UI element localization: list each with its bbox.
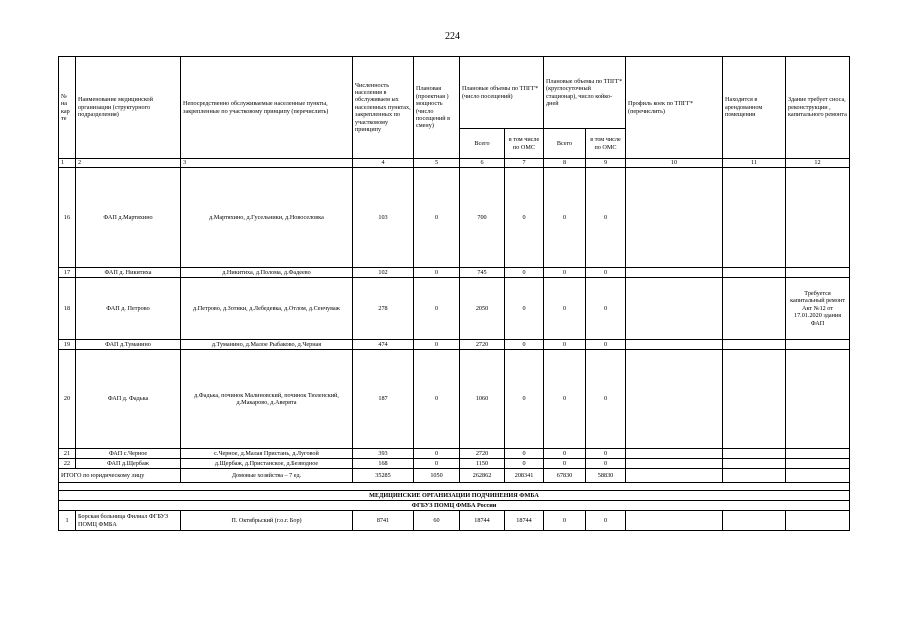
- visits-oms: 0: [505, 168, 544, 268]
- rented: [723, 459, 786, 469]
- visits-oms: 0: [505, 449, 544, 459]
- facilities-table: [58, 56, 850, 531]
- beds-oms: 0: [586, 459, 626, 469]
- header-population: Численность населения в обслуживаем ых населенных пунктах, закрепленных по участковому принципу: [353, 57, 414, 159]
- org-name: ФАП д.Щербаж: [76, 459, 181, 469]
- table-row: [59, 168, 850, 268]
- total-places: Домовые хозяйства – 7 ед.: [181, 469, 353, 483]
- header-rented: Находится в арендованном помещении: [723, 57, 786, 159]
- visits-total: 745: [460, 268, 505, 278]
- table-row: [59, 449, 850, 459]
- visits-oms: 0: [505, 350, 544, 449]
- table-row: [59, 278, 850, 340]
- col-number: 7: [505, 159, 544, 168]
- table-row: [59, 511, 850, 531]
- spacer-row: [59, 483, 850, 491]
- places: д.Фадька, починок Малиновский, починок Тюленский, д.Макарово, д.Аверята: [181, 350, 353, 449]
- org-name: Борская больница Филиал ФГБУЗ ПОМЦ ФМБА: [76, 511, 181, 531]
- col-number: 8: [544, 159, 586, 168]
- header-beds: Плановые объемы по ТПГГ* (круглосуточный стационар), число койко-дней: [544, 57, 626, 129]
- bed-profile: [626, 511, 723, 531]
- col-number: 6: [460, 159, 505, 168]
- subsection-title-row: [59, 501, 850, 511]
- row-number: 19: [59, 340, 76, 350]
- rented: [723, 449, 786, 459]
- population: 187: [353, 350, 414, 449]
- col-number: 4: [353, 159, 414, 168]
- visits-total: 700: [460, 168, 505, 268]
- beds-total: 0: [544, 340, 586, 350]
- repair-note: [786, 350, 850, 449]
- visits-oms: 0: [505, 278, 544, 340]
- bed-profile: [626, 449, 723, 459]
- header-visits-oms: в том числе по ОМС: [505, 129, 544, 159]
- column-numbers-row: [59, 159, 850, 168]
- rented: [723, 340, 786, 350]
- beds-total: 0: [544, 278, 586, 340]
- bed-profile: [626, 340, 723, 350]
- table-row: [59, 459, 850, 469]
- header-repair: Здание требует сноса, реконструкции , капитального ремонта: [786, 57, 850, 159]
- total-bed-profile: [626, 469, 723, 483]
- beds-total: 0: [544, 350, 586, 449]
- visits-total: 1150: [460, 459, 505, 469]
- rented: [723, 268, 786, 278]
- visits-total: 2720: [460, 340, 505, 350]
- population: 474: [353, 340, 414, 350]
- total-population: 35285: [353, 469, 414, 483]
- row-number: 20: [59, 350, 76, 449]
- header-visits: Плановые объемы по ТПГГ* (число посещений): [460, 57, 544, 129]
- bed-profile: [626, 278, 723, 340]
- beds-oms: 0: [586, 449, 626, 459]
- repair-note: [786, 511, 850, 531]
- bed-profile: [626, 459, 723, 469]
- header-places: Непосредственно обслуживаемые населенные пункты, закрепленные по участковому принципу (перечислить): [181, 57, 353, 159]
- capacity: 0: [414, 459, 460, 469]
- row-number: 22: [59, 459, 76, 469]
- capacity: 0: [414, 350, 460, 449]
- row-number: 1: [59, 511, 76, 531]
- total-beds-oms: 58830: [586, 469, 626, 483]
- beds-total: 0: [544, 168, 586, 268]
- header-capacity: Плановая (проектная ) мощность (число посещений в смену): [414, 57, 460, 159]
- total-row: [59, 469, 850, 483]
- col-number: 12: [786, 159, 850, 168]
- capacity: 0: [414, 449, 460, 459]
- beds-oms: 0: [586, 268, 626, 278]
- beds-total: 0: [544, 459, 586, 469]
- total-visits-oms: 208341: [505, 469, 544, 483]
- rented: [723, 168, 786, 268]
- total-rented: [723, 469, 786, 483]
- repair-note: [786, 449, 850, 459]
- header-bed-profile: Профиль коек по ТПГГ* (перечислить): [626, 57, 723, 159]
- header-visits-total: Всего: [460, 129, 505, 159]
- visits-oms: 0: [505, 268, 544, 278]
- visits-total: 2050: [460, 278, 505, 340]
- places: с.Черное, д.Малая Пристань, д.Луговой: [181, 449, 353, 459]
- table-row: [59, 268, 850, 278]
- rented: [723, 350, 786, 449]
- beds-oms: 0: [586, 350, 626, 449]
- rented: [723, 278, 786, 340]
- section-title: МЕДИЦИНСКИЕ ОРГАНИЗАЦИИ ПОДЧИНЕНИЯ ФМБА: [59, 491, 850, 501]
- places: д.Туманино, д.Малое Рыбаково, д.Черная: [181, 340, 353, 350]
- org-name: ФАП д.Туманино: [76, 340, 181, 350]
- repair-note: [786, 168, 850, 268]
- header-beds-total: Всего: [544, 129, 586, 159]
- population: 103: [353, 168, 414, 268]
- total-label: ИТОГО по юридическому лицу: [59, 469, 181, 483]
- beds-oms: 0: [586, 511, 626, 531]
- header-number: № на кар те: [59, 57, 76, 159]
- visits-total: 2720: [460, 449, 505, 459]
- repair-note: [786, 268, 850, 278]
- capacity: 0: [414, 340, 460, 350]
- places: П. Октябрьский (г.о.г. Бор): [181, 511, 353, 531]
- page-number: 224: [445, 31, 460, 42]
- beds-oms: 0: [586, 340, 626, 350]
- col-number: 9: [586, 159, 626, 168]
- total-visits-total: 262862: [460, 469, 505, 483]
- table-row: [59, 340, 850, 350]
- capacity: 0: [414, 268, 460, 278]
- col-number: 11: [723, 159, 786, 168]
- row-number: 18: [59, 278, 76, 340]
- beds-total: 0: [544, 449, 586, 459]
- rented: [723, 511, 786, 531]
- total-repair: [786, 469, 850, 483]
- places: д.Щербаж, д.Пристанское, д.Безводное: [181, 459, 353, 469]
- visits-total: 18744: [460, 511, 505, 531]
- total-beds-total: 67830: [544, 469, 586, 483]
- header-row: [59, 57, 850, 129]
- row-number: 17: [59, 268, 76, 278]
- population: 393: [353, 449, 414, 459]
- beds-total: 0: [544, 511, 586, 531]
- visits-total: 1060: [460, 350, 505, 449]
- spacer-cell: [59, 483, 850, 491]
- bed-profile: [626, 268, 723, 278]
- visits-oms: 18744: [505, 511, 544, 531]
- total-capacity: 1050: [414, 469, 460, 483]
- places: д.Мартяхино, д.Гусельники, д.Новоселовка: [181, 168, 353, 268]
- places: д.Петрово, д.Зотики, д.Лебедевка, д.Отлом, д.Сенчуваж: [181, 278, 353, 340]
- population: 102: [353, 268, 414, 278]
- visits-oms: 0: [505, 459, 544, 469]
- row-number: 16: [59, 168, 76, 268]
- bed-profile: [626, 350, 723, 449]
- org-name: ФАП д. Фадька: [76, 350, 181, 449]
- org-name: ФАП с.Черное: [76, 449, 181, 459]
- subsection-title: ФГБУЗ ПОМЦ ФМБА России: [59, 501, 850, 511]
- repair-note: [786, 459, 850, 469]
- population: 278: [353, 278, 414, 340]
- col-number: 10: [626, 159, 723, 168]
- capacity: 0: [414, 168, 460, 268]
- places: д.Никитиха, д.Полома, д.Фадеево: [181, 268, 353, 278]
- header-beds-oms: в том числе по ОМС: [586, 129, 626, 159]
- bed-profile: [626, 168, 723, 268]
- col-number: 1: [59, 159, 76, 168]
- population: 168: [353, 459, 414, 469]
- col-number: 5: [414, 159, 460, 168]
- col-number: 3: [181, 159, 353, 168]
- header-org-name: Наименование медицинской организации (структурного подразделения): [76, 57, 181, 159]
- beds-oms: 0: [586, 168, 626, 268]
- section-title-row: [59, 491, 850, 501]
- capacity: 0: [414, 278, 460, 340]
- population: 8741: [353, 511, 414, 531]
- visits-oms: 0: [505, 340, 544, 350]
- table-row: [59, 350, 850, 449]
- col-number: 2: [76, 159, 181, 168]
- row-number: 21: [59, 449, 76, 459]
- beds-oms: 0: [586, 278, 626, 340]
- org-name: ФАП д. Петрово: [76, 278, 181, 340]
- capacity: 60: [414, 511, 460, 531]
- org-name: ФАП д. Никитиха: [76, 268, 181, 278]
- repair-note: Требуется капитальный ремонт Акт №12 от 17.01.2020 здания ФАП: [786, 278, 850, 340]
- org-name: ФАП д.Мартяхино: [76, 168, 181, 268]
- repair-note: [786, 340, 850, 350]
- beds-total: 0: [544, 268, 586, 278]
